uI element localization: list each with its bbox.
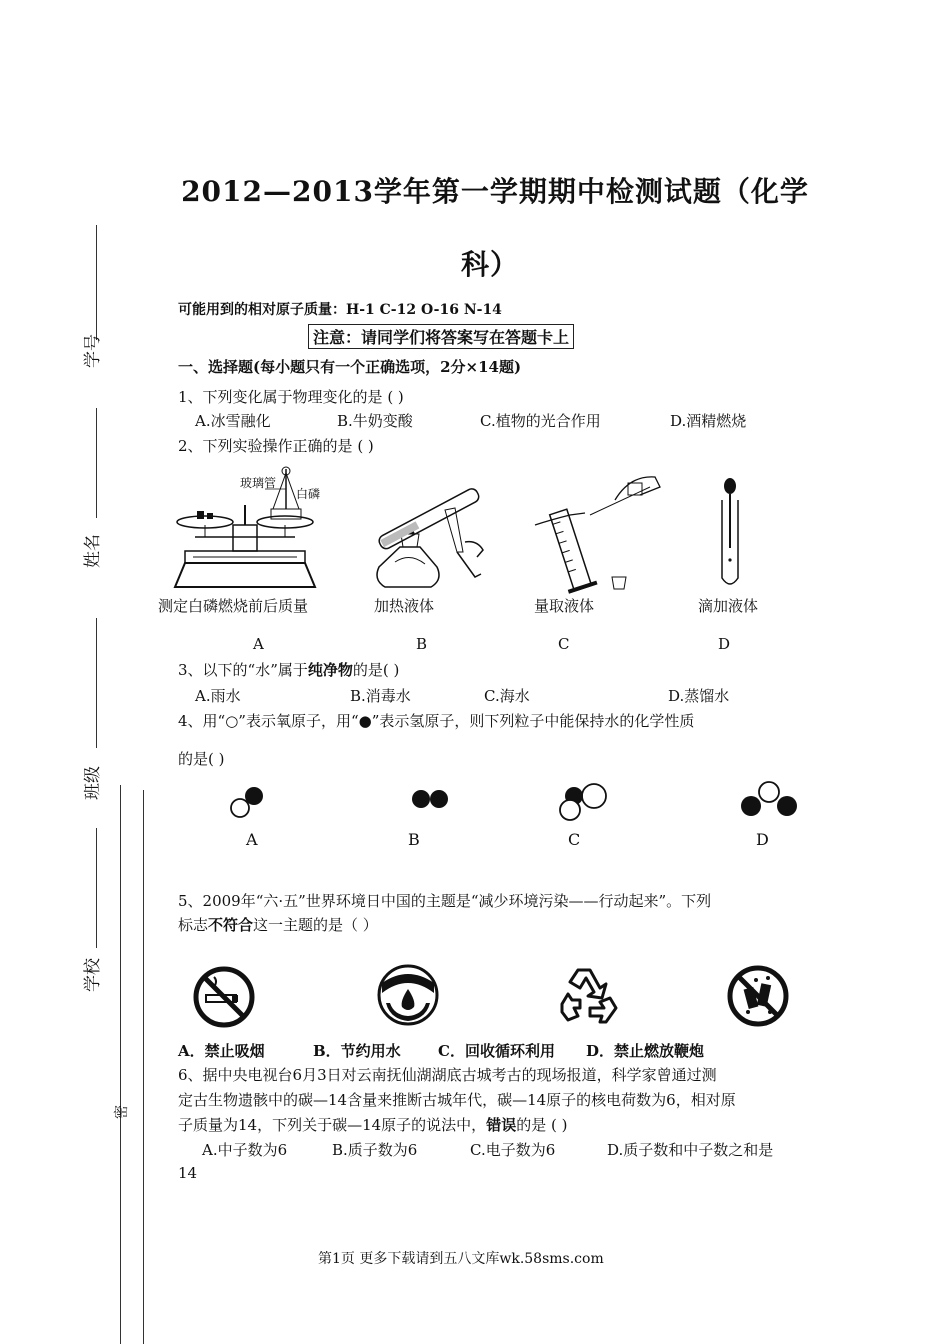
question-2-stem: 2、下列实验操作正确的是 ( ) (178, 437, 374, 455)
q5-line2-bold: 不符合 (208, 916, 254, 934)
section-heading: 一、选择题(每小题只有一个正确选项，2分×14题) (178, 358, 522, 376)
label-white-phosphorus: 白磷 (296, 487, 321, 501)
q3-option-d: D.蒸馏水 (668, 687, 730, 705)
margin-line-2 (96, 408, 97, 518)
question-5-line-1: 5、2009年“六·五”世界环境日中国的主题是“减少环境污染——行动起来”。下列 (178, 892, 712, 910)
heating-liquid-image (365, 482, 495, 592)
question-6-line-3 (178, 1114, 567, 1135)
q5-option-a: A．禁止吸烟 (178, 1042, 265, 1060)
question-4-line-2: 的是( ) (178, 750, 225, 768)
margin-label-class: 班级 (83, 766, 103, 800)
q2-letter-b: B (416, 635, 428, 653)
margin-line-3 (96, 618, 97, 748)
q4-letter-a: A (246, 830, 258, 849)
q4-letter-c: C (568, 830, 581, 849)
q5-option-d: D．禁止燃放鞭炮 (586, 1042, 705, 1060)
q1-option-a: A.冰雪融化 (195, 412, 271, 430)
q2-caption-a: 测定白磷燃烧前后质量 (158, 597, 309, 615)
page-title-line-1: 2012—2013学年第一学期期中检测试题（化学 (181, 175, 809, 208)
margin-line-inner-a (120, 785, 121, 1344)
recycling-icon (556, 962, 622, 1028)
q5-option-b: B．节约用水 (313, 1042, 401, 1060)
margin-label-school: 学校 (83, 958, 103, 992)
q2-caption-b: 加热液体 (374, 597, 435, 615)
no-firecrackers-icon (726, 964, 790, 1028)
question-3-stem (178, 659, 399, 680)
q6-option-d: D.质子数和中子数之和是 (607, 1141, 774, 1159)
atomic-mass-line: 可能用到的相对原子质量：H-1 C-12 O-16 N-14 (178, 302, 502, 318)
q4-letter-d: D (756, 830, 769, 849)
q5-option-c: C．回收循环利用 (438, 1042, 555, 1060)
q3-stem-post: 的是( ) (352, 661, 400, 679)
q5-line2-post: 这一主题的是（ ） (253, 916, 378, 934)
molecule-b (410, 788, 452, 810)
q6-option-c: C.电子数为6 (470, 1141, 556, 1159)
molecule-a (228, 786, 268, 820)
no-smoking-icon (192, 965, 256, 1029)
margin-label-student-id: 学号 (83, 334, 103, 368)
q3-stem-pre: 3、以下的“水”属于 (178, 661, 308, 679)
q2-letter-d: D (718, 635, 731, 653)
q3-option-a: A.雨水 (195, 687, 241, 705)
question-5-line-2 (178, 914, 378, 935)
q6-option-b: B.质子数为6 (332, 1141, 418, 1159)
margin-label-name: 姓名 (83, 534, 103, 568)
q1-option-b: B.牛奶变酸 (337, 412, 413, 430)
water-saving-icon (376, 963, 440, 1027)
molecule-d (738, 780, 800, 818)
dropping-liquid-image (710, 478, 750, 590)
q1-option-d: D.酒精燃烧 (670, 412, 747, 430)
question-4-line-1: 4、用“○”表示氧原子，用“●”表示氢原子，则下列粒子中能保持水的化学性质 (178, 712, 695, 730)
question-6-line-2: 定古生物遗骸中的碳—14含量来推断古城年代，碳—14原子的核电荷数为6，相对原 (178, 1091, 736, 1109)
q2-letter-c: C (558, 635, 570, 653)
measuring-liquid-image (530, 465, 670, 595)
notice-box: 注意：请同学们将答案写在答题卡上 (308, 324, 574, 349)
question-1-stem: 1、下列变化属于物理变化的是 ( ) (178, 388, 404, 406)
q3-stem-bold: 纯净物 (307, 661, 353, 679)
label-glass-tube: 玻璃管 (240, 476, 277, 490)
question-6-line-1: 6、据中央电视台6月3日对云南抚仙湖湖底古城考古的现场报道，科学家曾通过测 (178, 1066, 717, 1084)
q2-letter-a: A (253, 635, 264, 653)
q6-option-a: A.中子数为6 (202, 1141, 288, 1159)
q6-option-d-overflow: 14 (178, 1164, 198, 1182)
q2-caption-d: 滴加液体 (698, 597, 759, 615)
q6-line3-pre: 子质量为14，下列关于碳—14原子的说法中， (178, 1116, 487, 1134)
q6-line3-bold: 错误 (486, 1116, 517, 1134)
q2-caption-c: 量取液体 (534, 597, 595, 615)
page-title-line-2: 科） (460, 248, 519, 281)
q6-line3-post: 的是 ( ) (516, 1116, 568, 1134)
q5-line2-pre: 标志 (178, 916, 209, 934)
margin-line-inner-b (143, 790, 144, 1344)
margin-line-4 (96, 828, 97, 948)
q3-option-c: C.海水 (484, 687, 530, 705)
q1-option-c: C.植物的光合作用 (480, 412, 601, 430)
molecule-c (556, 782, 612, 822)
page-footer: 第1页 更多下载请到五八文库wk.58sms.com (318, 1251, 604, 1267)
seal-mark: 密 (114, 1105, 130, 1119)
q4-letter-b: B (408, 830, 420, 849)
q3-option-b: B.消毒水 (350, 687, 411, 705)
